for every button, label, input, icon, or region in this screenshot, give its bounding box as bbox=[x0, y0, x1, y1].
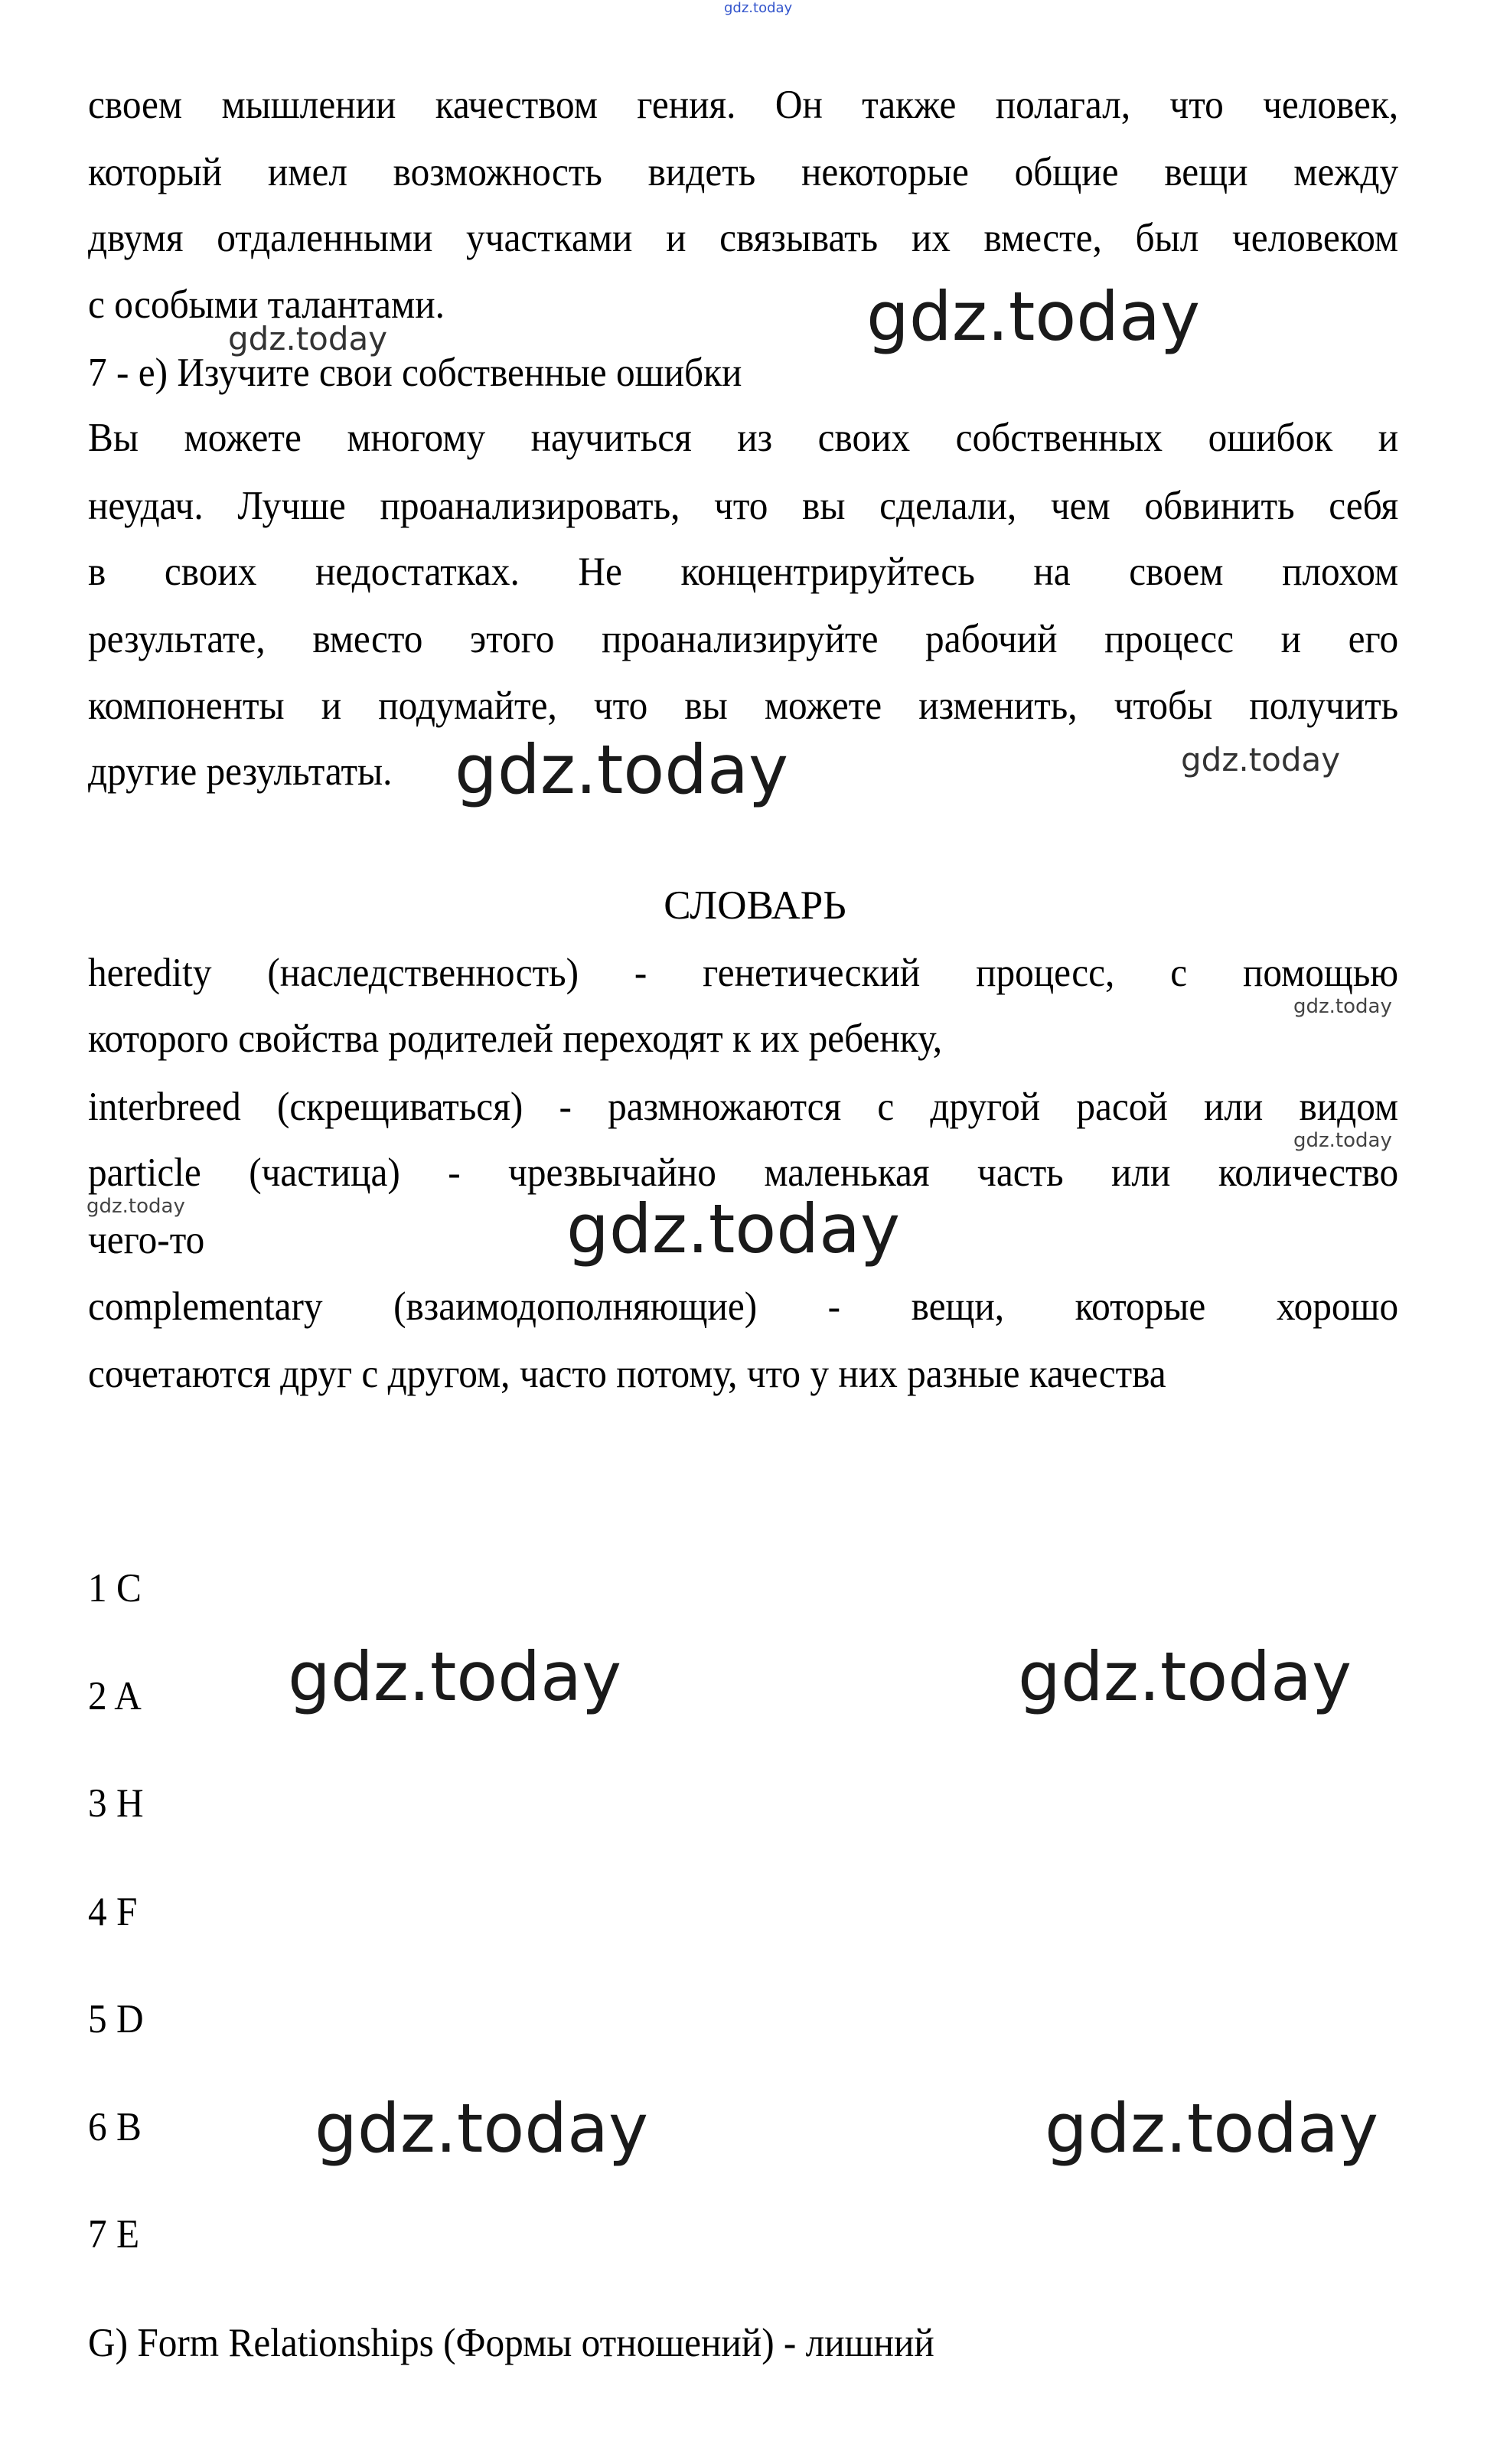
watermark: gdz.today bbox=[1181, 741, 1341, 778]
watermark: gdz.today bbox=[455, 730, 789, 809]
answer-item: 4 F bbox=[88, 1890, 138, 1934]
answer-item: 3 H bbox=[88, 1781, 144, 1826]
text-line: другие результаты. bbox=[88, 749, 393, 794]
glossary-line: interbreed (скрещиваться) - размножаются с другой расой или видом bbox=[88, 1085, 1399, 1129]
glossary-line: heredity (наследственность) - генетический процесс, с помощью bbox=[88, 951, 1399, 995]
glossary-line: чего-то bbox=[88, 1218, 205, 1262]
text-line: неудач. Лучше проанализировать, что вы сделали, чем обвинить себя bbox=[88, 484, 1399, 528]
watermark: gdz.today bbox=[288, 1637, 622, 1716]
answer-item: 2 A bbox=[88, 1674, 142, 1718]
text-line: с особыми талантами. bbox=[88, 282, 445, 327]
glossary-line: сочетаются друг с другом, часто потому, что у них разные качества bbox=[88, 1352, 1166, 1396]
answer-item: 6 B bbox=[88, 2105, 142, 2149]
watermark: gdz.today bbox=[315, 2089, 649, 2168]
text-line: Вы можете многому научиться из своих собственных ошибок и bbox=[88, 416, 1399, 460]
text-line: двумя отдаленными участками и связывать их вместе, был человеком bbox=[88, 216, 1399, 260]
text-line: который имел возможность видеть некоторые общие вещи между bbox=[88, 150, 1399, 194]
section-heading-7e: 7 - e) Изучите свои собственные ошибки bbox=[88, 351, 742, 395]
watermark: gdz.today bbox=[86, 1195, 185, 1218]
text-line: результате, вместо этого проанализируйте рабочий процесс и его bbox=[88, 617, 1399, 661]
glossary-line: particle (частица) - чрезвычайно маленькая часть или количество bbox=[88, 1150, 1399, 1195]
answer-item: 5 D bbox=[88, 1997, 144, 2041]
watermark: gdz.today bbox=[1018, 1637, 1352, 1716]
glossary-line: complementary (взаимодополняющие) - вещи, которые хорошо bbox=[88, 1284, 1399, 1329]
extra-note: G) Form Relationships (Формы отношений) - лишний bbox=[88, 2321, 934, 2365]
glossary-title: СЛОВАРЬ bbox=[664, 883, 846, 928]
answer-item: 1 C bbox=[88, 1566, 142, 1611]
watermark: gdz.today bbox=[1045, 2089, 1379, 2168]
glossary-line: которого свойства родителей переходят к их ребенку, bbox=[88, 1017, 943, 1061]
watermark: gdz.today bbox=[566, 1190, 901, 1268]
watermark-top: gdz.today bbox=[724, 0, 793, 16]
text-line: в своих недостатках. Не концентрируйтесь на своем плохом bbox=[88, 550, 1399, 594]
watermark: gdz.today bbox=[1293, 1129, 1392, 1152]
answer-item: 7 E bbox=[88, 2212, 140, 2257]
text-line: компоненты и подумайте, что вы можете изменить, чтобы получить bbox=[88, 684, 1399, 728]
watermark: gdz.today bbox=[866, 277, 1201, 356]
text-line: своем мышлении качеством гения. Он также полагал, что человек, bbox=[88, 83, 1399, 127]
watermark: gdz.today bbox=[228, 320, 388, 357]
watermark: gdz.today bbox=[1293, 995, 1392, 1018]
